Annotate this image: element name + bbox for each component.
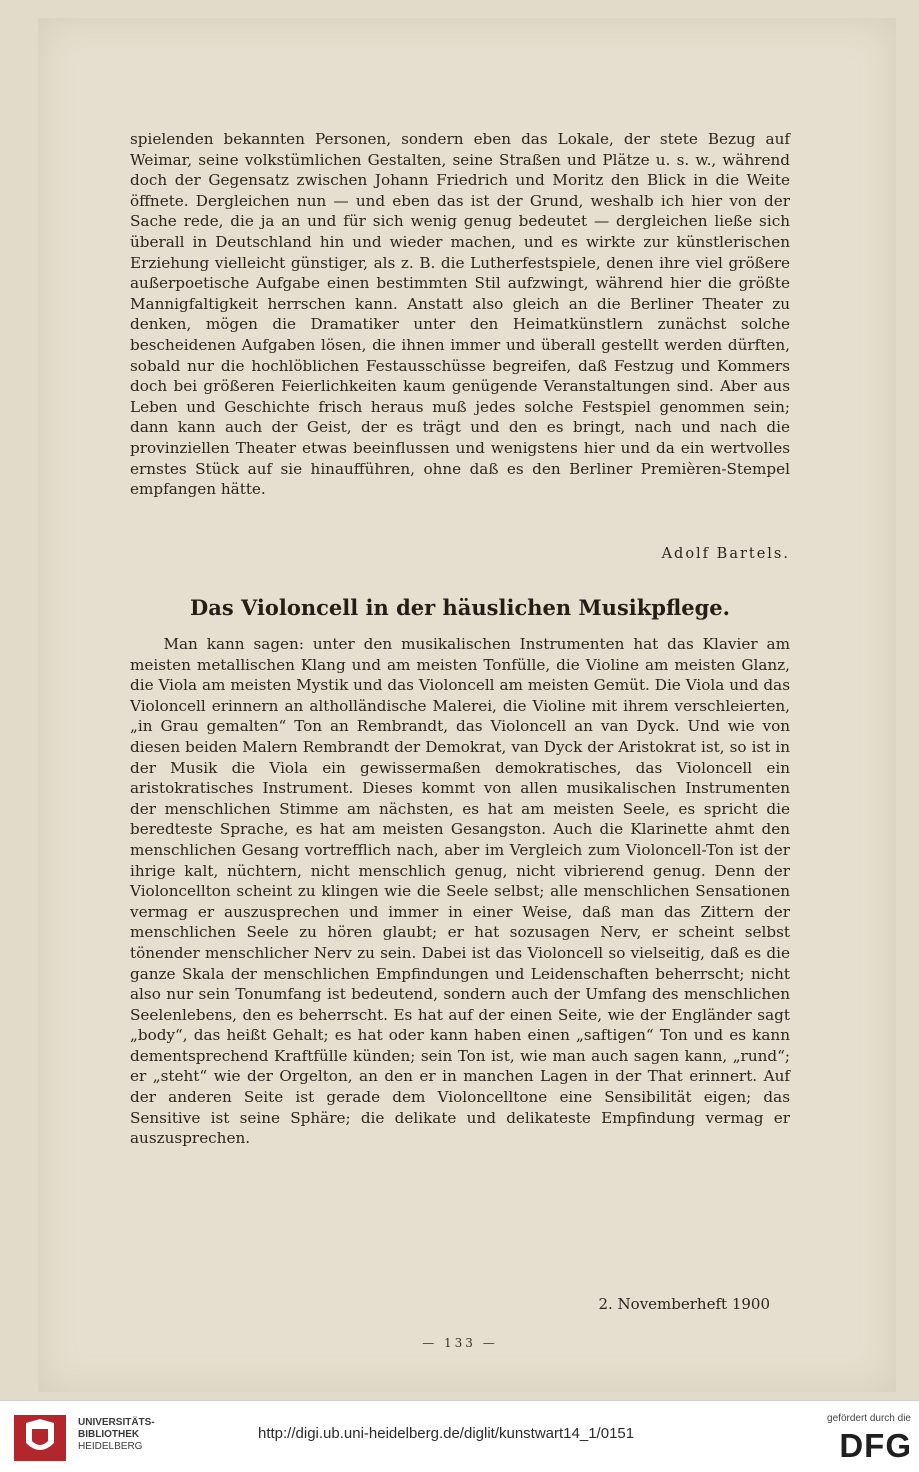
- source-url-link[interactable]: http://digi.ub.uni-heidelberg.de/diglit/kunstwart14_1/0151: [258, 1425, 635, 1442]
- viewer-footer: [0, 1400, 919, 1472]
- article2-paragraph: Man kann sagen: unter den musikalischen Instrumenten hat das Klavier am meisten metallischen Klang und am meisten Tonfülle, die Violine am meisten Glanz, die Viola am meisten Mystik und das Violoncell am meisten Gemüt. Die Viola und das Violoncell erinnern an altholländische Malerei, die Violine mit ihrem verschleierten, „in Grau gemalten“ Ton an Rembrandt, das Violoncell an van Dyck. Und wie von diesen beiden Malern Rembrandt der Demokrat, van Dyck der Aristokrat ist, so ist in der Musik die Viola ein gewissermaßen demokratisches, das Violoncell ein aristokratisches Instrument. Dieses kommt von allen musikalischen Instrumenten der menschlichen Stimme am nächsten, es hat am meisten Seele, es spricht die beredteste Sprache, es hat am meisten Gesangston. Auch die Klarinette ahmt den menschlichen Gesang vortrefflich nach, aber im Vergleich zum Violoncell-Ton ist der ihrige kalt, nüchtern, nicht menschlich genug, nicht vibrierend genug. Denn der Violoncellton scheint zu klingen wie die Seele selbst; alle menschlichen Sensationen vermag er auszusprechen und immer in einer Weise, daß man das Zittern der menschlichen Seele zu hören glaubt; er hat sozusagen Nerv, er scheint selbst tönender menschlicher Nerv zu sein. Dabei ist das Violoncell so vielseitig, daß es die ganze Skala der menschlichen Empfindungen und Leidenschaften beherrscht; nicht also nur sein Tonumfang ist bedeutend, sondern auch der Umfang des menschlichen Seelenlebens, den es beherrscht. Es hat auf der einen Seite, wie der Engländer sagt „body“, das heißt Gehalt; es hat oder kann haben einen „saftigen“ Ton und es kann dementsprechend Kraftfülle künden; sein Ton ist, wie man auch sagen kann, „rund“; er „steht“ wie der Orgelton, an den er in manchen Lagen in der That erinnert. Auf der anderen Seite ist gerade dem Violoncelltone eine Sensibilität eigen; das Sensitive ist seine Sphäre; die delikate und delikateste Empfindung vermag er auszusprechen.: [130, 635, 790, 1148]
- article2-body: [130, 634, 790, 1149]
- page-number: — 133 —: [422, 1336, 498, 1350]
- funding-note: gefördert durch die: [827, 1413, 911, 1424]
- issue-label: 2. Novemberheft 1900: [598, 1295, 770, 1313]
- dfg-logo: DFG: [839, 1427, 912, 1464]
- article1-paragraph: spielenden bekannten Personen, sondern eben das Lokale, der stete Bezug auf Weimar, seine volkstümlichen Gestalten, seine Straßen und Plätze u. s. w., während doch der Gegensatz zwischen Johann Friedrich und Moritz den Blick in die Weite öffnete. Dergleichen nun — und eben das ist der Grund, weshalb ich hier von der Sache rede, die ja an und für sich wenig genug bedeutet — dergleichen ließe sich überall in Deutschland hin und wieder machen, und es wirkte zur künstlerischen Erziehung vielleicht günstiger, als z. B. die Lutherfestspiele, denen ihre viel größere außerpoetische Aufgabe einen bestimmten Stil aufzwingt, während hier die größte Mannigfaltigkeit herrschen kann. Anstatt also gleich an die Berliner Theater zu denken, mögen die Dramatiker unter den Heimatkünstlern zunächst solche bescheidenen Aufgaben lösen, die ihnen immer und überall gestellt werden dürften, sobald nur die hochlöblichen Festausschüsse begreifen, daß Festzug und Kommers doch bei größeren Feierlichkeiten kaum genügende Veranstaltungen sind. Aber aus Leben und Geschichte frisch heraus muß jedes solche Festspiel genommen sein; dann kann auch der Geist, der es trägt und den es bringt, nach und nach die provinziellen Theater etwas beeinflussen und wenigstens hier und da ein wertvolles ernstes Stück auf sie hinaufführen, ohne daß es den Berliner Premièren-Stempel empfangen hätte.: [130, 130, 790, 499]
- library-name: UNIVERSITÄTS- BIBLIOTHEK HEIDELBERG: [78, 1417, 155, 1452]
- article2-heading: Das Violoncell in der häuslichen Musikpflege.: [190, 595, 730, 620]
- article1-signature: Adolf Bartels.: [661, 546, 790, 562]
- article1-body: [130, 129, 790, 500]
- university-seal-icon: [12, 1413, 68, 1463]
